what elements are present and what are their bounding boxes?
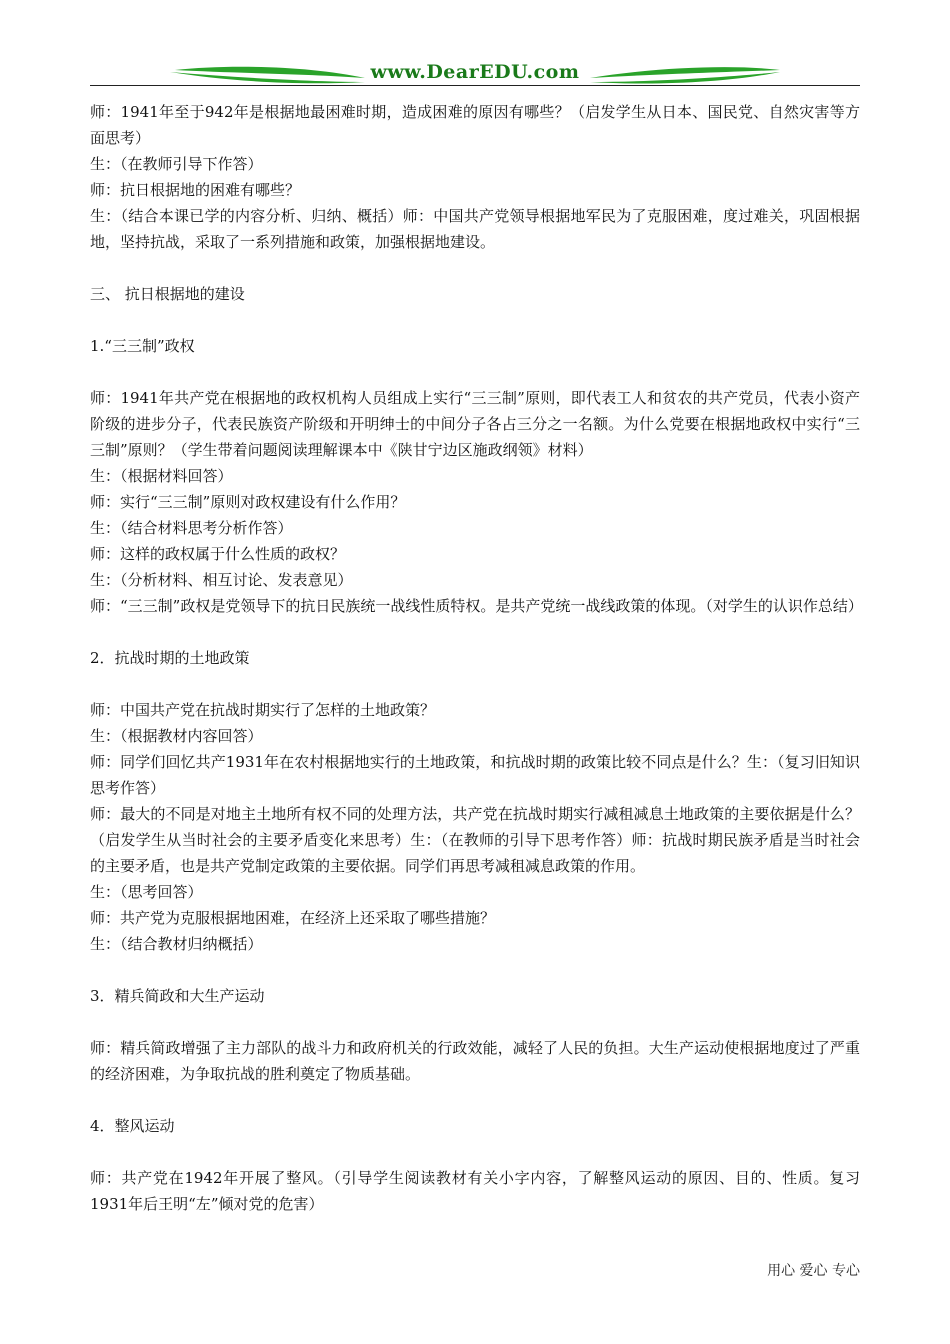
paragraph: 生：（分析材料、相互讨论、发表意见）	[90, 571, 353, 589]
paragraph: 生：（在教师引导下作答）	[90, 155, 263, 173]
paragraph-spacer	[90, 255, 860, 281]
paragraph-spacer	[90, 1009, 860, 1035]
paragraph: 1.“三三制”政权	[90, 337, 195, 355]
paragraph: 师：“三三制”政权是党领导下的抗日民族统一战线性质特权。是共产党统一战线政策的体现。（对学生的认识作总结）	[90, 597, 863, 615]
paragraph-spacer	[90, 671, 860, 697]
page-header	[90, 56, 860, 96]
paragraph: 三、 抗日根据地的建设	[90, 285, 245, 303]
paragraph-spacer	[90, 619, 860, 645]
paragraph: 师：这样的政权属于什么性质的政权？	[90, 545, 346, 563]
paragraph: 师：共产党在1942年开展了整风。（引导学生阅读教材有关小字内容，了解整风运动的原因、目的、性质。复习1931年后王明“左”倾对党的危害）	[90, 1169, 860, 1213]
header-divider	[90, 85, 860, 86]
paragraph-spacer	[90, 307, 860, 333]
paragraph: 生：（结合本课已学的内容分析、归纳、概括）师：中国共产党领导根据地军民为了克服困难，度过难关，巩固根据地，坚持抗战，采取了一系列措施和政策，加强根据地建设。	[90, 207, 860, 251]
paragraph: 师：实行“三三制”原则对政权建设有什么作用？	[90, 493, 406, 511]
paragraph: 师：共产党为克服根据地困难，在经济上还采取了哪些措施？	[90, 909, 496, 927]
paragraph: 师：同学们回忆共产1931年在农村根据地实行的土地政策，和抗战时期的政策比较不同点是什么？生：（复习旧知识思考作答）	[90, 753, 860, 797]
paragraph: 3．精兵简政和大生产运动	[90, 987, 265, 1005]
paragraph: 师：1941年共产党在根据地的政权机构人员组成上实行“三三制”原则，即代表工人和贫农的共产党员，代表小资产阶级的进步分子，代表民族资产阶级和开明绅士的中间分子各占三分之一名额。为什么党要在根据地政权中实行“三三制”原则？（学生带着问题阅读理解课本中《陕甘宁边区施政纲领》材料）	[90, 389, 860, 459]
paragraph-spacer	[90, 1087, 860, 1113]
paragraph: 生：（根据教材内容回答）	[90, 727, 263, 745]
paragraph: 师：1941年至于942年是根据地最困难时期，造成困难的原因有哪些？（启发学生从日本、国民党、自然灾害等方面思考）	[90, 103, 860, 147]
paragraph: 师：最大的不同是对地主土地所有权不同的处理方法，共产党在抗战时期实行减租减息土地政策的主要依据是什么？（启发学生从当时社会的主要矛盾变化来思考）生：（在教师的引导下思考作答）师：抗战时期民族矛盾是当时社会的主要矛盾，也是共产党制定政策的主要依据。同学们再思考减租减息政策的作用。	[90, 805, 860, 875]
paragraph-spacer	[90, 957, 860, 983]
site-logo-text: www.DearEDU.com	[370, 61, 580, 83]
paragraph: 师：中国共产党在抗战时期实行了怎样的土地政策？	[90, 701, 436, 719]
paragraph: 生：（结合材料思考分析作答）	[90, 519, 293, 537]
paragraph: 师：精兵简政增强了主力部队的战斗力和政府机关的行政效能，减轻了人民的负担。大生产运动使根据地度过了严重的经济困难，为争取抗战的胜利奠定了物质基础。	[90, 1039, 860, 1083]
paragraph: 2．抗战时期的土地政策	[90, 649, 250, 667]
paragraph: 师：抗日根据地的困难有哪些？	[90, 181, 301, 199]
paragraph: 生：（根据材料回答）	[90, 467, 233, 485]
paragraph-spacer	[90, 1139, 860, 1165]
paragraph: 4．整风运动	[90, 1117, 175, 1135]
paragraph: 生：（结合教材归纳概括）	[90, 935, 263, 953]
paragraph-spacer	[90, 359, 860, 385]
document-body	[90, 99, 863, 1217]
footer-slogan: 用心 爱心 专心	[767, 1263, 860, 1279]
paragraph: 生：（思考回答）	[90, 883, 203, 901]
